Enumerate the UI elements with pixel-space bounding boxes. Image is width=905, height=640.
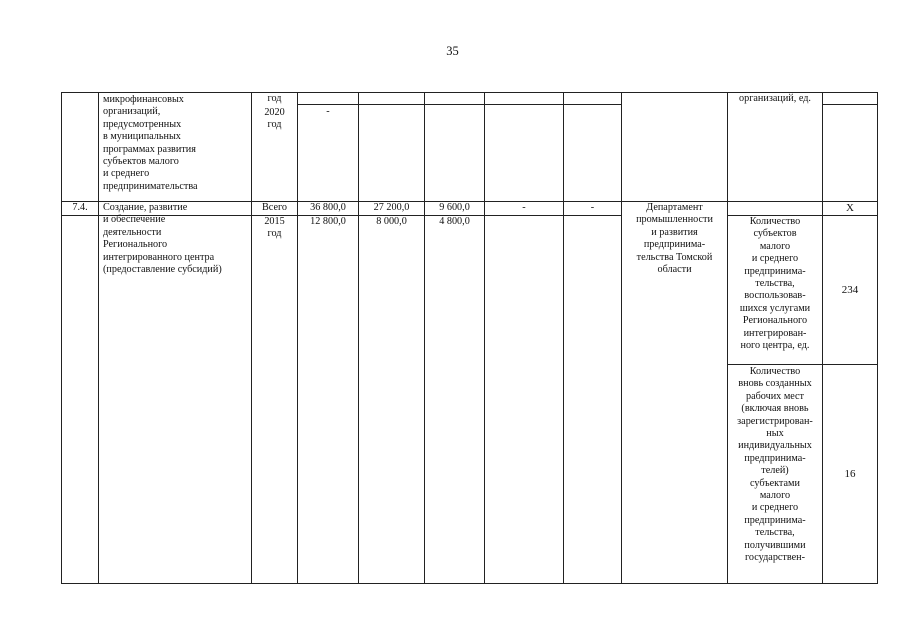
total-value-federal: 27 200,0 [373,202,410,213]
indicator-unit-continued: организаций, ед. [739,93,811,104]
grid-line [728,364,878,365]
total-value-extra: - [590,202,595,213]
grid-line [251,92,252,583]
year-2015-label: 2015 год [264,216,285,240]
total-value-regional: 9 600,0 [439,202,470,213]
indicator-value-1: 234 [841,284,859,296]
grid-line [61,583,878,584]
activity-name-continued: микрофинансовых организаций, предусмотренных в муниципальных программах развития субъектов малого и среднего предпринимательства [103,94,198,192]
indicator-name-1: Количество субъектов малого и среднего предпринима- тельства, воспользовав- шихся услугами Регионального интегрирован- ного центра, ед. [739,216,811,352]
grid-line [98,92,99,583]
grid-line [563,92,564,583]
total-label: Всего [262,202,287,213]
row-number: 7.4. [72,202,88,213]
grid-line [621,92,622,583]
grid-line [298,104,622,105]
grid-line [877,92,878,583]
grid-line [61,92,62,583]
grid-line [297,92,298,583]
grid-line [822,92,823,583]
page-number: 35 [446,44,459,58]
total-value-all: 36 800,0 [310,202,346,213]
grid-line [484,92,485,583]
indicator-value-2: 16 [844,468,856,480]
activity-name: Создание, развитие и обеспечение деятельности Регионального интегрированного центра (предоставление субсидий) [103,202,222,276]
value-2015-regional: 4 800,0 [439,216,470,227]
grid-line [424,92,425,583]
value-2015-all: 12 800,0 [310,216,346,227]
executor: Департамент промышленности и развития предпринима- тельства Томской области [636,202,713,276]
year-label-top: год [267,93,282,104]
grid-line [358,92,359,583]
value-2015-federal: 8 000,0 [376,216,407,227]
indicator-name-2: Количество вновь созданных рабочих мест (включая вновь зарегистрирован- ных индивидуальных предпринима- телей) субъектами малого и среднего предпринима- тельства, получившими государствен- [737,366,813,564]
total-value-local: - [522,202,526,213]
grid-line [823,104,878,105]
year-2020-label: 2020 год [264,107,285,131]
x-mark: Х [846,202,854,214]
dash-value: - [326,106,330,117]
